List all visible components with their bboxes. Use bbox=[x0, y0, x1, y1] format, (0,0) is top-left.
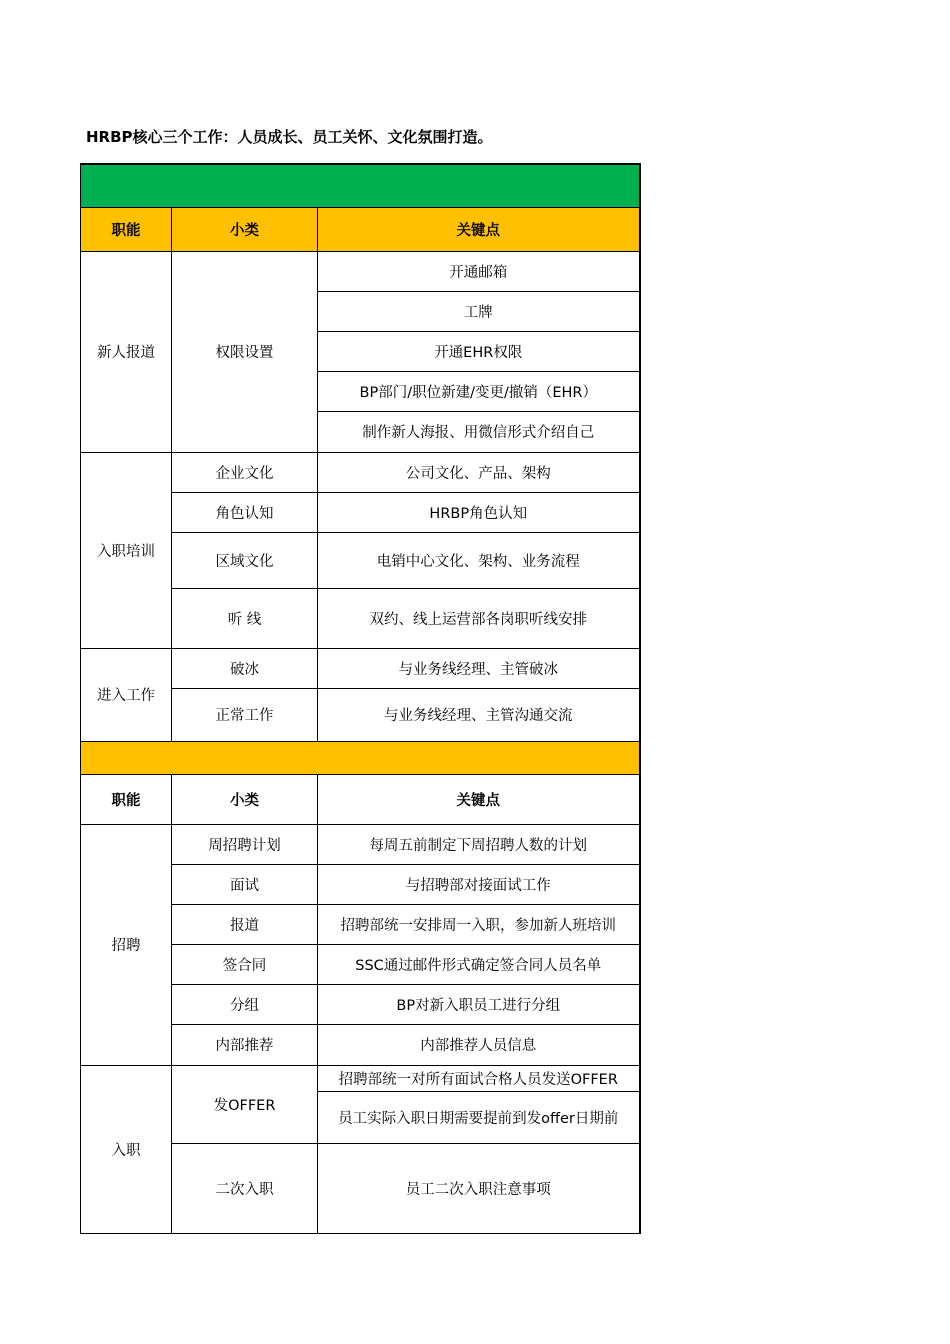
table-row bbox=[81, 251, 640, 291]
table-row bbox=[81, 648, 640, 688]
section1-band bbox=[81, 164, 640, 207]
section2-header-row bbox=[81, 774, 640, 824]
key-point-cell: 每周五前制定下周招聘人数的计划 bbox=[318, 824, 640, 864]
category-cell: 听 线 bbox=[172, 588, 318, 648]
function-cell: 入职 bbox=[81, 1065, 172, 1233]
function-cell: 招聘 bbox=[81, 824, 172, 1065]
key-point-cell: 与业务线经理、主管沟通交流 bbox=[318, 688, 640, 741]
table-row bbox=[81, 1065, 640, 1091]
table-row bbox=[81, 452, 640, 492]
key-point-cell: BP对新入职员工进行分组 bbox=[318, 984, 640, 1024]
function-cell: 新人报道 bbox=[81, 251, 172, 452]
category-cell: 正常工作 bbox=[172, 688, 318, 741]
category-cell: 签合同 bbox=[172, 944, 318, 984]
key-point-cell: HRBP角色认知 bbox=[318, 492, 640, 532]
category-cell: 区域文化 bbox=[172, 532, 318, 588]
key-point-cell: SSC通过邮件形式确定签合同人员名单 bbox=[318, 944, 640, 984]
section2-band bbox=[81, 741, 640, 774]
header-key-points: 关键点 bbox=[318, 774, 640, 824]
category-cell: 内部推荐 bbox=[172, 1024, 318, 1065]
section2-band-cell bbox=[81, 741, 640, 774]
key-point-cell: 招聘部统一安排周一入职，参加新人班培训 bbox=[318, 904, 640, 944]
category-cell: 报道 bbox=[172, 904, 318, 944]
key-point-cell: 员工实际入职日期需要提前到发offer日期前 bbox=[318, 1091, 640, 1143]
key-point-cell: 与招聘部对接面试工作 bbox=[318, 864, 640, 904]
category-cell: 面试 bbox=[172, 864, 318, 904]
page-heading: HRBP核心三个工作：人员成长、员工关怀、文化氛围打造。 bbox=[86, 128, 493, 146]
table-row bbox=[81, 824, 640, 864]
key-point-cell: 招聘部统一对所有面试合格人员发送OFFER bbox=[318, 1065, 640, 1091]
header-category: 小类 bbox=[172, 207, 318, 251]
key-point-cell: 电销中心文化、架构、业务流程 bbox=[318, 532, 640, 588]
key-point-cell: 双约、线上运营部各岗职听线安排 bbox=[318, 588, 640, 648]
key-point-cell: 开通EHR权限 bbox=[318, 331, 640, 371]
key-point-cell: 开通邮箱 bbox=[318, 251, 640, 291]
category-cell: 企业文化 bbox=[172, 452, 318, 492]
category-cell: 权限设置 bbox=[172, 251, 318, 452]
header-function: 职能 bbox=[81, 207, 172, 251]
header-category: 小类 bbox=[172, 774, 318, 824]
hrbp-work-table bbox=[80, 163, 641, 1234]
header-function: 职能 bbox=[81, 774, 172, 824]
category-cell: 发OFFER bbox=[172, 1065, 318, 1143]
key-point-cell: 内部推荐人员信息 bbox=[318, 1024, 640, 1065]
section1-band-cell bbox=[81, 164, 640, 207]
category-cell: 分组 bbox=[172, 984, 318, 1024]
category-cell: 破冰 bbox=[172, 648, 318, 688]
function-cell: 入职培训 bbox=[81, 452, 172, 648]
key-point-cell: 制作新人海报、用微信形式介绍自己 bbox=[318, 411, 640, 452]
header-key-points: 关键点 bbox=[318, 207, 640, 251]
category-cell: 二次入职 bbox=[172, 1143, 318, 1233]
key-point-cell: BP部门/职位新建/变更/撤销（EHR） bbox=[318, 371, 640, 411]
category-cell: 周招聘计划 bbox=[172, 824, 318, 864]
key-point-cell: 公司文化、产品、架构 bbox=[318, 452, 640, 492]
function-cell: 进入工作 bbox=[81, 648, 172, 741]
key-point-cell: 员工二次入职注意事项 bbox=[318, 1143, 640, 1233]
key-point-cell: 工牌 bbox=[318, 291, 640, 331]
category-cell: 角色认知 bbox=[172, 492, 318, 532]
key-point-cell: 与业务线经理、主管破冰 bbox=[318, 648, 640, 688]
section1-header-row bbox=[81, 207, 640, 251]
